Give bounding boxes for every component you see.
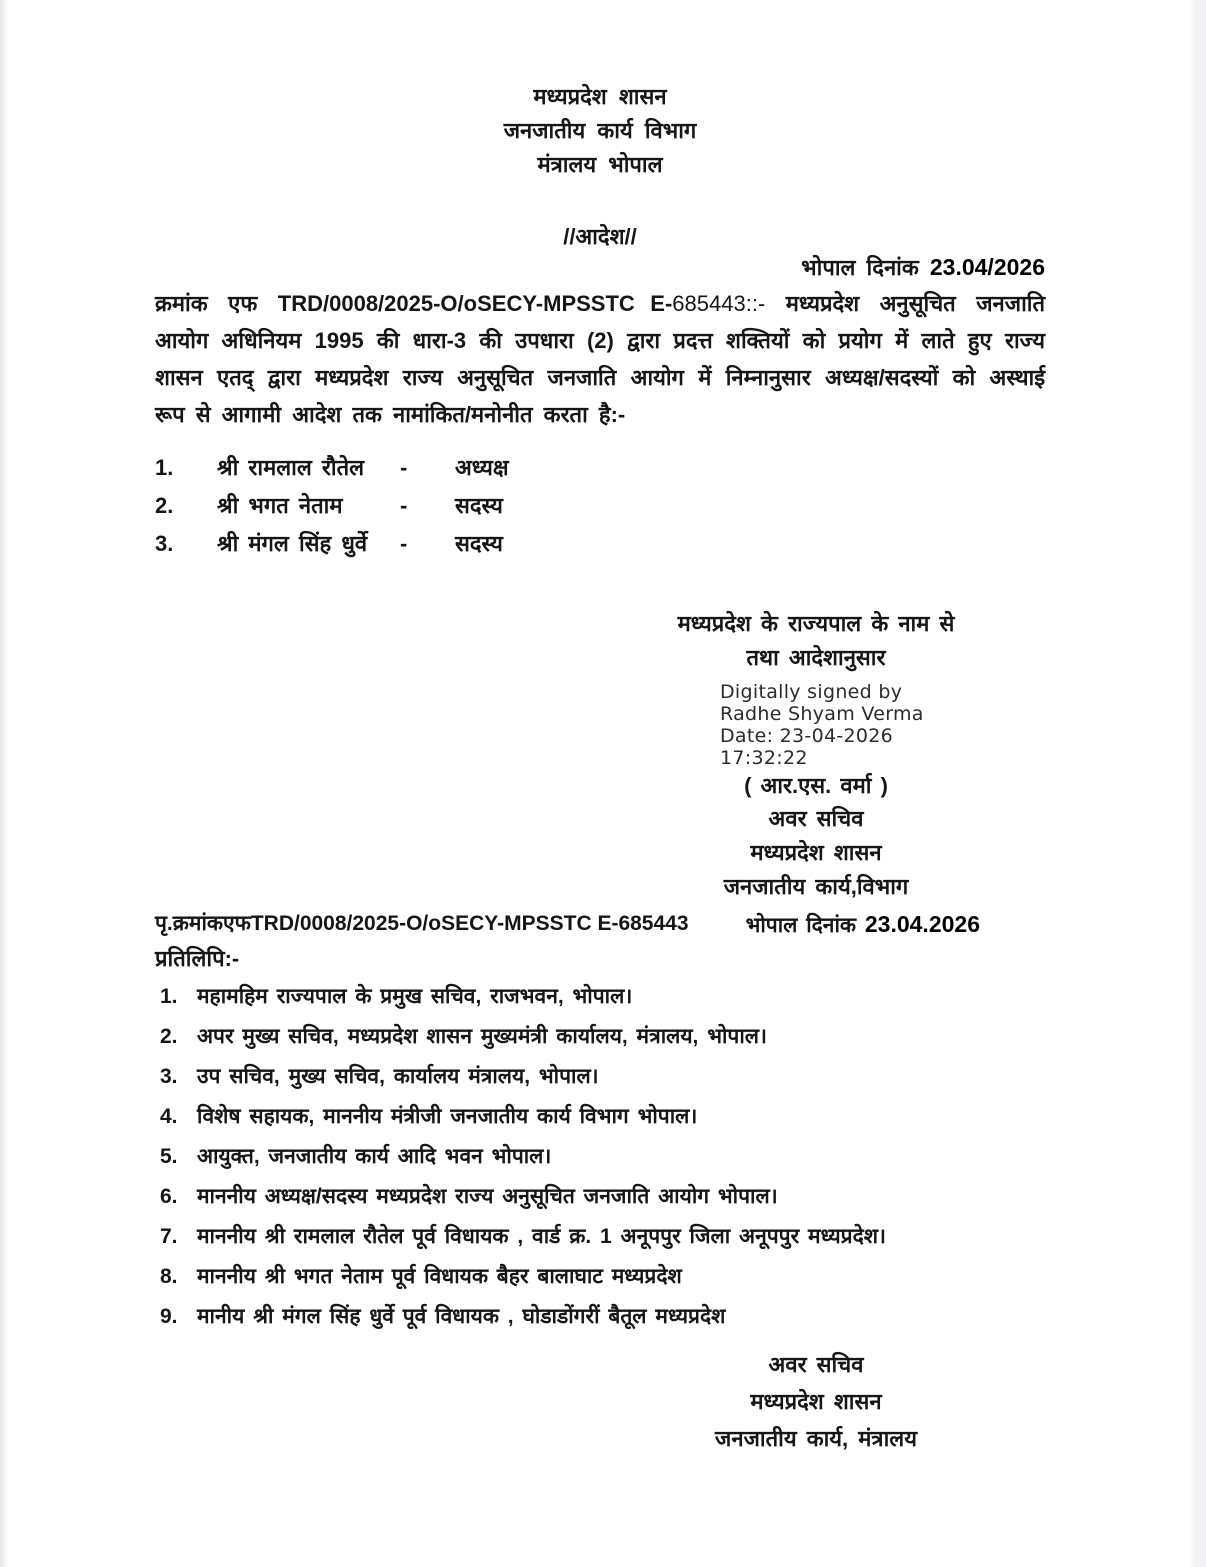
order-date: 23.04/2026 [929,254,1045,280]
recipient-text: मानीय श्री मंगल सिंह धुर्वे पूर्व विधायक , घोडाडोंगरीं बैतूल मध्यप्रदेश [197,1305,726,1328]
recipient-number: 4. [160,1105,178,1128]
recipient-number: 9. [160,1305,178,1328]
endorsement-date-group [746,908,980,942]
recipient-text: माननीय अध्यक्ष/सदस्य मध्यप्रदेश राज्य अनुसूचित जनजाति आयोग भोपाल। [197,1185,778,1208]
appointee-number: 3. [155,531,174,556]
para-text-1: मध्यप्रदेश अनुसूचित जनजाति आयोग अधिनियम [155,291,1046,353]
copy-to-label: प्रतिलिपि:- [155,946,240,971]
letterhead-ministry: मंत्रालय भोपाल [537,152,663,177]
footer-dept: जनजातीय कार्य, मंत्रालय [715,1426,917,1451]
footer-post: अवर सचिव [768,1352,864,1377]
appointee-role: सदस्य [455,493,503,518]
appointee-number: 1. [155,455,174,480]
in-the-name-of-governor: मध्यप्रदेश के राज्यपाल के नाम से [677,611,955,636]
endorsement-date: 23.04.2026 [864,911,980,937]
endorsement-reference-line [155,908,1045,942]
appointee-row [155,449,1045,487]
recipient-text: अपर मुख्य सचिव, मध्यप्रदेश शासन मुख्यमंत्री कार्यालय, मंत्रालय, भोपाल। [197,1025,767,1048]
appointee-role: सदस्य [455,531,503,556]
appointee-row [155,525,1045,563]
appointee-dash: - [400,455,408,480]
appointee-list [155,449,1045,563]
endorsement-place-label: भोपाल दिनांक [745,914,865,937]
signatory-post: अवर सचिव [768,806,864,831]
file-reference-suffix: 685443::- [672,291,766,316]
appointee-dash: - [400,493,408,518]
recipient-row [155,1062,1045,1092]
digital-signature-stamp [720,681,986,769]
place-date-label: भोपाल दिनांक [801,255,919,280]
appointee-dash: - [400,531,408,556]
appointee-number: 2. [155,493,174,518]
para-prefix: क्रमांक एफ [155,291,278,316]
digital-signature-time: 17:32:22 [720,747,808,769]
as-per-order: तथा आदेशानुसार [746,645,886,670]
signature-block [646,607,986,904]
recipient-text: आयुक्त, जनजातीय कार्य आदि भवन भोपाल। [197,1145,552,1168]
recipient-row [155,1262,1045,1292]
signatory-name: ( आर.एस. वर्मा ) [744,773,888,798]
digital-signature-signer: Radhe Shyam Verma [720,703,924,725]
letterhead-department: जनजातीय कार्य विभाग [503,118,697,143]
document-content [155,0,1045,1457]
recipient-list [155,982,1045,1332]
letterhead [155,0,1045,182]
recipient-text: विशेष सहायक, माननीय मंत्रीजी जनजातीय कार्य विभाग भोपाल। [197,1105,698,1128]
section-number: धारा-3 [412,328,467,353]
appointee-name: श्री भगत नेताम [217,493,343,518]
recipient-number: 2. [160,1025,178,1048]
recipient-number: 8. [160,1265,178,1288]
para-text-3: की उपधारा [466,328,587,353]
recipient-number: 7. [160,1225,178,1248]
appointee-name: श्री रामलाल रौतेल [217,455,365,480]
letterhead-government: मध्यप्रदेश शासन [533,84,667,109]
recipient-number: 3. [160,1065,178,1088]
recipient-row [155,1022,1045,1052]
appointee-name: श्री मंगल सिंह धुर्वे [217,531,368,556]
recipient-number: 6. [160,1185,178,1208]
recipient-text: माननीय श्री भगत नेताम पूर्व विधायक बैहर बालाघाट मध्यप्रदेश [197,1265,682,1288]
file-reference-number: TRD/0008/2025-O/oSECY-MPSSTC E- [277,291,673,316]
order-body-paragraph [155,285,1045,433]
appointee-row [155,487,1045,525]
recipient-row [155,1182,1045,1212]
scan-edge-right [1188,0,1206,1567]
signatory-dept: जनजातीय कार्य,विभाग [723,874,909,899]
recipient-row [155,1302,1045,1332]
recipient-row [155,1142,1045,1172]
appointee-role: अध्यक्ष [455,455,509,480]
scan-edge-left [0,0,9,1567]
endorsement-ref-label: पृ.क्रमांकएफ [155,912,251,935]
recipient-number: 1. [160,985,178,1008]
act-year: 1995 [314,328,364,353]
recipient-text: महामहिम राज्यपाल के प्रमुख सचिव, राजभवन, भोपाल। [197,985,633,1008]
recipient-text: माननीय श्री रामलाल रौतेल पूर्व विधायक , वार्ड क्र. 1 अनूपपुर जिला अनूपपुर मध्यप्रदेश। [197,1225,886,1248]
subsection-number: (2) [586,328,614,353]
footer-signature-block [646,1346,986,1457]
recipient-number: 5. [160,1145,178,1168]
order-heading: //आदेश// [563,224,637,249]
recipient-row [155,982,1045,1012]
footer-org: मध्यप्रदेश शासन [750,1389,882,1414]
para-text-4: द्वारा प्रदत्त शक्तियों को प्रयोग में लाते हुए राज्य शासन एतद् द्वारा मध्यप्रदेश राज्य अनुसूचित जनजाति आयोग में निम्नानुसार अध्यक्ष/सदस्यों को अस्थाई रूप से आगामी आदेश तक नामांकित/मनोनीत करता है:- [155,328,1045,427]
digital-signature-line: Digitally signed by [720,681,903,703]
digital-signature-date: Date: 23-04-2026 [720,725,894,747]
recipient-row [155,1222,1045,1252]
para-text-2: की [363,328,413,353]
recipient-text: उप सचिव, मुख्य सचिव, कार्यालय मंत्रालय, भोपाल। [197,1065,599,1088]
signatory-org: मध्यप्रदेश शासन [750,840,882,865]
endorsement-ref-number: TRD/0008/2025-O/oSECY-MPSSTC E-685443 [250,912,689,935]
recipient-row [155,1102,1045,1132]
place-date-line [155,252,1045,283]
